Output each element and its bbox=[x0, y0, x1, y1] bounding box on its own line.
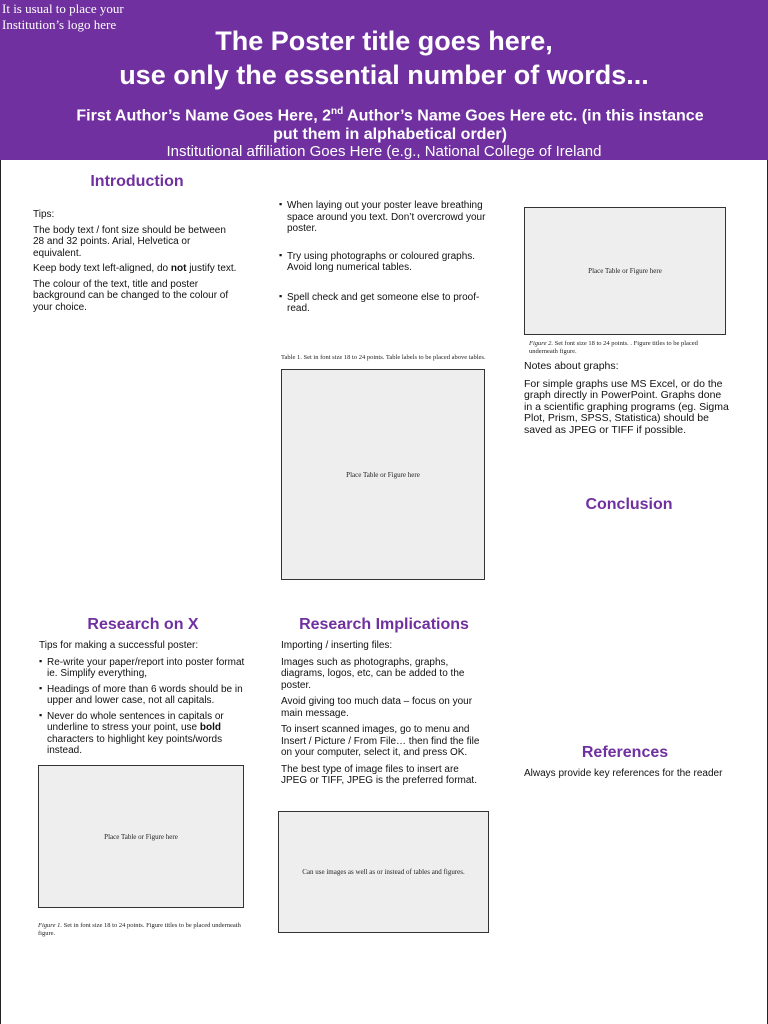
research-x-b3-bold: bold bbox=[199, 722, 221, 733]
research-on-x-heading: Research on X bbox=[87, 616, 199, 633]
introduction-text bbox=[33, 209, 238, 317]
figure-2-placeholder: Place Table or Figure here bbox=[524, 207, 726, 335]
tips-label: Tips: bbox=[33, 209, 55, 220]
intro-paragraph-2 bbox=[33, 263, 238, 275]
title-line-2: use only the essential number of words... bbox=[119, 60, 649, 90]
graph-notes-label: Notes about graphs: bbox=[524, 360, 619, 372]
institutional-affiliation: Institutional affiliation Goes Here (e.g., National College of Ireland bbox=[166, 143, 602, 160]
research-implications-heading: Research Implications bbox=[299, 616, 469, 633]
figure-1-caption-text: Set in font size 18 to 24 points. Figure titles to be placed underneath figure. bbox=[38, 922, 241, 937]
intro-p2-before: Keep body text left-aligned, do bbox=[33, 263, 171, 274]
research-x-b3-before: Never do whole sentences in capitals or underline to stress your point, use bbox=[47, 710, 224, 733]
intro-paragraph-1: The body text / font size should be between 28 and 32 points. Arial, Helvetica or equivalent. bbox=[33, 224, 226, 259]
author-names bbox=[70, 102, 710, 144]
research-x-b3-after: characters to highlight key points/words instead. bbox=[47, 733, 223, 756]
tip-bullet-2: ▪ Try using photographs or coloured graphs. Avoid long numerical tables. bbox=[279, 251, 489, 274]
figure-2-caption-label: Figure 2. bbox=[529, 340, 553, 347]
implications-p1: Importing / inserting files: bbox=[281, 640, 393, 651]
figure-1-caption bbox=[38, 922, 248, 938]
intro-p2-bold: not bbox=[170, 263, 187, 274]
introduction-heading: Introduction bbox=[90, 173, 184, 190]
authors-part-1: First Author’s Name Goes Here, 2 bbox=[76, 107, 331, 125]
references-heading: References bbox=[581, 744, 669, 761]
implications-p4: To insert scanned images, go to menu and Insert / Picture / From File… then find the file on your computer, select it, and press OK. bbox=[281, 724, 480, 758]
table-1-caption: Table 1. Set in font size 18 to 24 points. Table labels to be placed above tables. bbox=[281, 354, 486, 361]
figure-1-caption-label: Figure 1. bbox=[38, 922, 62, 929]
logo-placeholder-note: It is usual to place your Institution’s logo here bbox=[2, 1, 124, 32]
poster-header bbox=[0, 0, 768, 160]
figure-2-caption-text: Set font size 18 to 24 points. . Figure titles to be placed underneath figure. bbox=[529, 340, 698, 355]
authors-part-2: Author’s Name Goes Here etc. (in this instance put them in alphabetical order) bbox=[273, 107, 704, 144]
research-x-intro: Tips for making a successful poster: bbox=[39, 640, 199, 651]
intro-p2-after: justify text. bbox=[186, 263, 237, 274]
research-x-bullet-3 bbox=[39, 711, 249, 757]
graph-notes bbox=[524, 361, 729, 440]
figure-1-placeholder: Place Table or Figure here bbox=[38, 765, 244, 908]
table-1-placeholder: Place Table or Figure here bbox=[281, 369, 485, 580]
tip-bullet-1: ▪ When laying out your poster leave breathing space around you text. Don’t overcrowd your poster. bbox=[279, 200, 489, 235]
research-on-x-text bbox=[39, 640, 249, 761]
authors-superscript: nd bbox=[330, 106, 344, 117]
poster-title bbox=[0, 24, 768, 92]
conclusion-heading: Conclusion bbox=[585, 496, 673, 513]
figure-2-caption bbox=[529, 340, 719, 356]
tip-bullet-3: ▪ Spell check and get someone else to proof-read. bbox=[279, 292, 489, 315]
references-text: Always provide key references for the reader bbox=[524, 768, 723, 779]
implications-p3: Avoid giving too much data – focus on your main message. bbox=[281, 696, 473, 719]
research-x-bullet-2: ▪ Headings of more than 6 words should be in upper and lower case, not all capitals. bbox=[39, 684, 249, 707]
image-placeholder: Can use images as well as or instead of tables and figures. bbox=[278, 811, 489, 933]
middle-tips-list bbox=[279, 200, 489, 319]
implications-p2: Images such as photographs, graphs, diagrams, logos, etc, can be added to the poster. bbox=[281, 656, 465, 691]
implications-p5: The best type of image files to insert are JPEG or TIFF, JPEG is the preferred format. bbox=[281, 763, 477, 786]
intro-paragraph-3: The colour of the text, title and poster background can be changed to the colour of your choice. bbox=[33, 278, 229, 313]
research-x-bullet-1: ▪ Re-write your paper/report into poster format ie. Simplify everything, bbox=[39, 657, 249, 680]
graph-notes-text: For simple graphs use MS Excel, or do the graph directly in PowerPoint. Graphs done in a scientific graphing programs (eg. Sigma Plot, Prism, SPSS, Statistica) should be saved as JPEG or TIFF if possible. bbox=[524, 377, 729, 436]
title-line-1: The Poster title goes here, bbox=[215, 26, 553, 56]
research-implications-text bbox=[281, 640, 481, 791]
